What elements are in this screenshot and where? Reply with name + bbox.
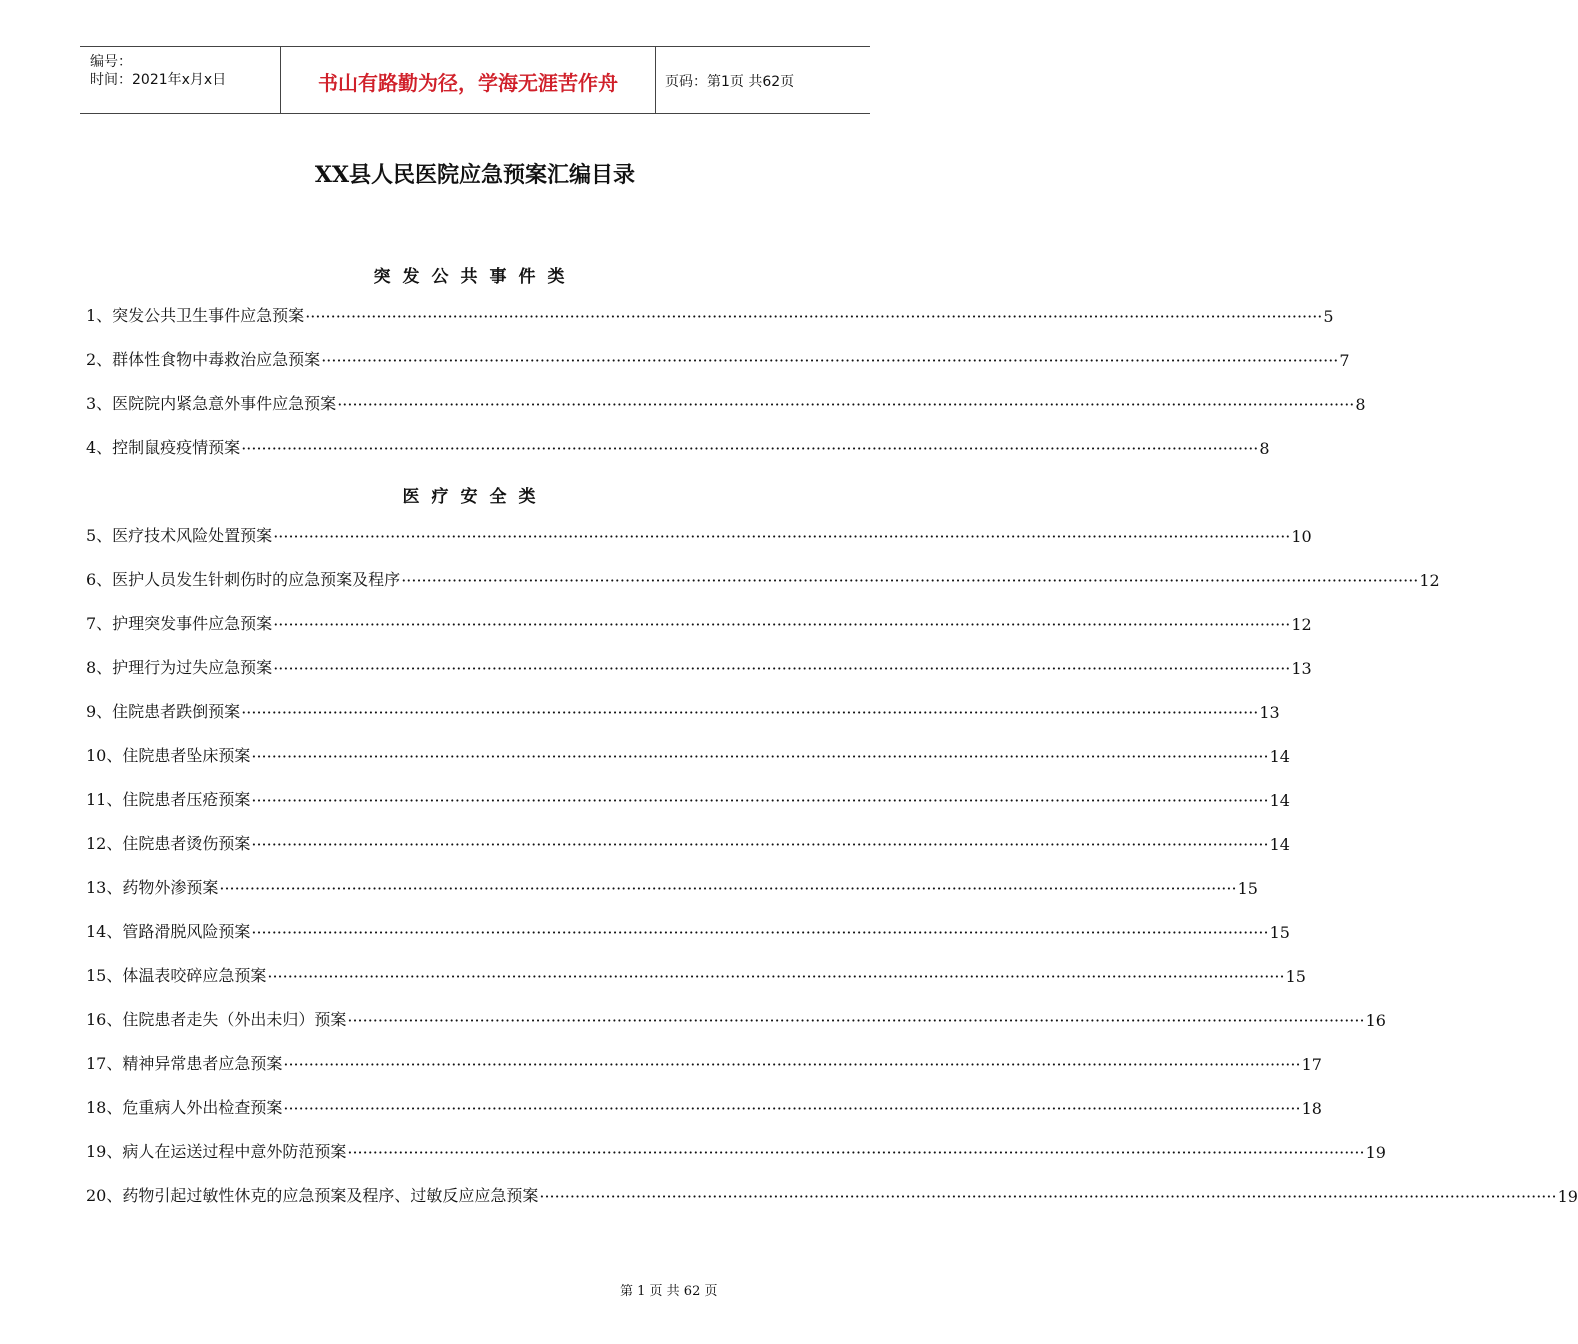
toc-leader-dots: ········································································································································································································ [251,923,1269,942]
header-page-info: 页码：第1页 共62页 [665,74,795,90]
page-header [80,46,870,114]
toc-entry[interactable] [86,1182,1578,1206]
toc-entry-page: 17 [1301,1055,1322,1074]
toc-entry[interactable] [86,962,1306,986]
toc-leader-dots: ········································································································································································································ [241,703,1259,722]
toc-entry-label: 15、体温表咬碎应急预案 [86,966,267,985]
toc-entry-label: 4、控制鼠疫疫情预案 [86,438,241,457]
document-title: XX县人民医院应急预案汇编目录 [314,162,636,188]
toc-entry-label: 13、药物外渗预案 [86,878,219,897]
document-time-label: 时间：2021年x月x日 [90,72,227,88]
toc-leader-dots: ········································································································································································································ [267,967,1285,986]
toc-entry-label: 17、精神异常患者应急预案 [86,1054,283,1073]
toc-entry-page: 12 [1291,615,1312,634]
toc-entry[interactable] [86,346,1350,370]
toc-entry[interactable] [86,1094,1322,1118]
toc-entry-page: 8 [1355,395,1366,414]
toc-entry-label: 19、病人在运送过程中意外防范预案 [86,1142,347,1161]
toc-entry[interactable] [86,654,1312,678]
toc-entry-page: 14 [1269,835,1290,854]
toc-entry-label: 20、药物引起过敏性休克的应急预案及程序、过敏反应应急预案 [86,1186,539,1205]
toc-leader-dots: ········································································································································································································ [347,1143,1365,1162]
toc-entry-page: 7 [1339,351,1350,370]
toc-entry-label: 10、住院患者坠床预案 [86,746,251,765]
toc-leader-dots: ········································································································································································································ [305,307,1323,326]
toc-entry[interactable] [86,698,1280,722]
toc-entry-page: 15 [1237,879,1258,898]
toc-leader-dots: ········································································································································································································ [283,1055,1301,1074]
toc-entry-label: 7、护理突发事件应急预案 [86,614,273,633]
toc-entry-label: 12、住院患者烫伤预案 [86,834,251,853]
toc-leader-dots: ········································································································································································································ [401,571,1419,590]
header-page-cell [655,47,870,113]
toc-leader-dots: ········································································································································································································ [251,747,1269,766]
toc-entry[interactable] [86,1050,1322,1074]
toc-entry[interactable] [86,302,1334,326]
toc-entry[interactable] [86,874,1258,898]
toc-leader-dots: ········································································································································································································ [273,527,1291,546]
header-meta [80,47,280,113]
header-motto-cell [280,47,656,113]
toc-entry-label: 18、危重病人外出检查预案 [86,1098,283,1117]
header-motto: 书山有路勤为径，学海无涯苦作舟 [318,71,618,95]
toc-entry-page: 18 [1301,1099,1322,1118]
toc-leader-dots: ········································································································································································································ [251,791,1269,810]
toc-entry[interactable] [86,566,1440,590]
toc-leader-dots: ········································································································································································································ [273,615,1291,634]
toc-entry[interactable] [86,830,1290,854]
toc-entry-page: 13 [1291,659,1312,678]
toc-entry-label: 11、住院患者压疮预案 [86,790,251,809]
toc-entry[interactable] [86,434,1270,458]
toc-entry[interactable] [86,742,1290,766]
toc-entry-page: 14 [1269,791,1290,810]
document-number-label: 编号： [90,54,132,70]
toc-leader-dots: ········································································································································································································ [241,439,1259,458]
toc-entry-label: 14、管路滑脱风险预案 [86,922,251,941]
toc-entry[interactable] [86,610,1312,634]
toc-entry[interactable] [86,786,1290,810]
toc-entry-page: 19 [1365,1143,1386,1162]
toc-entry-page: 15 [1269,923,1290,942]
toc-entry-page: 8 [1259,439,1270,458]
toc-entry-page: 19 [1557,1187,1578,1206]
toc-entry-page: 14 [1269,747,1290,766]
toc-entry-label: 8、护理行为过失应急预案 [86,658,273,677]
toc-entry[interactable] [86,1138,1386,1162]
toc-entry-label: 9、住院患者跌倒预案 [86,702,241,721]
section-heading-public-events: 突发公共事件类 [373,267,577,287]
toc-entry-page: 5 [1323,307,1334,326]
toc-entry-label: 6、医护人员发生针刺伤时的应急预案及程序 [86,570,401,589]
toc-leader-dots: ········································································································································································································ [347,1011,1365,1030]
toc-entry-page: 10 [1291,527,1312,546]
toc-entry[interactable] [86,522,1312,546]
toc-leader-dots: ········································································································································································································ [251,835,1269,854]
toc-entry[interactable] [86,1006,1386,1030]
toc-leader-dots: ········································································································································································································ [321,351,1339,370]
toc-entry-page: 15 [1285,967,1306,986]
toc-entry-page: 12 [1419,571,1440,590]
toc-entry[interactable] [86,390,1366,414]
page-footer: 第 1 页 共 62 页 [620,1284,718,1299]
toc-entry-label: 5、医疗技术风险处置预案 [86,526,273,545]
toc-leader-dots: ········································································································································································································ [273,659,1291,678]
toc-entry-label: 3、医院院内紧急意外事件应急预案 [86,394,337,413]
toc-entry-label: 2、群体性食物中毒救治应急预案 [86,350,321,369]
toc-leader-dots: ········································································································································································································ [219,879,1237,898]
toc-leader-dots: ········································································································································································································ [539,1187,1557,1206]
toc-leader-dots: ········································································································································································································ [283,1099,1301,1118]
toc-entry[interactable] [86,918,1290,942]
toc-entry-page: 16 [1365,1011,1386,1030]
toc-leader-dots: ········································································································································································································ [337,395,1355,414]
section-heading-medical-safety: 医疗安全类 [402,487,548,507]
toc-entry-label: 16、住院患者走失（外出未归）预案 [86,1010,347,1029]
toc-entry-page: 13 [1259,703,1280,722]
toc-entry-label: 1、突发公共卫生事件应急预案 [86,306,305,325]
